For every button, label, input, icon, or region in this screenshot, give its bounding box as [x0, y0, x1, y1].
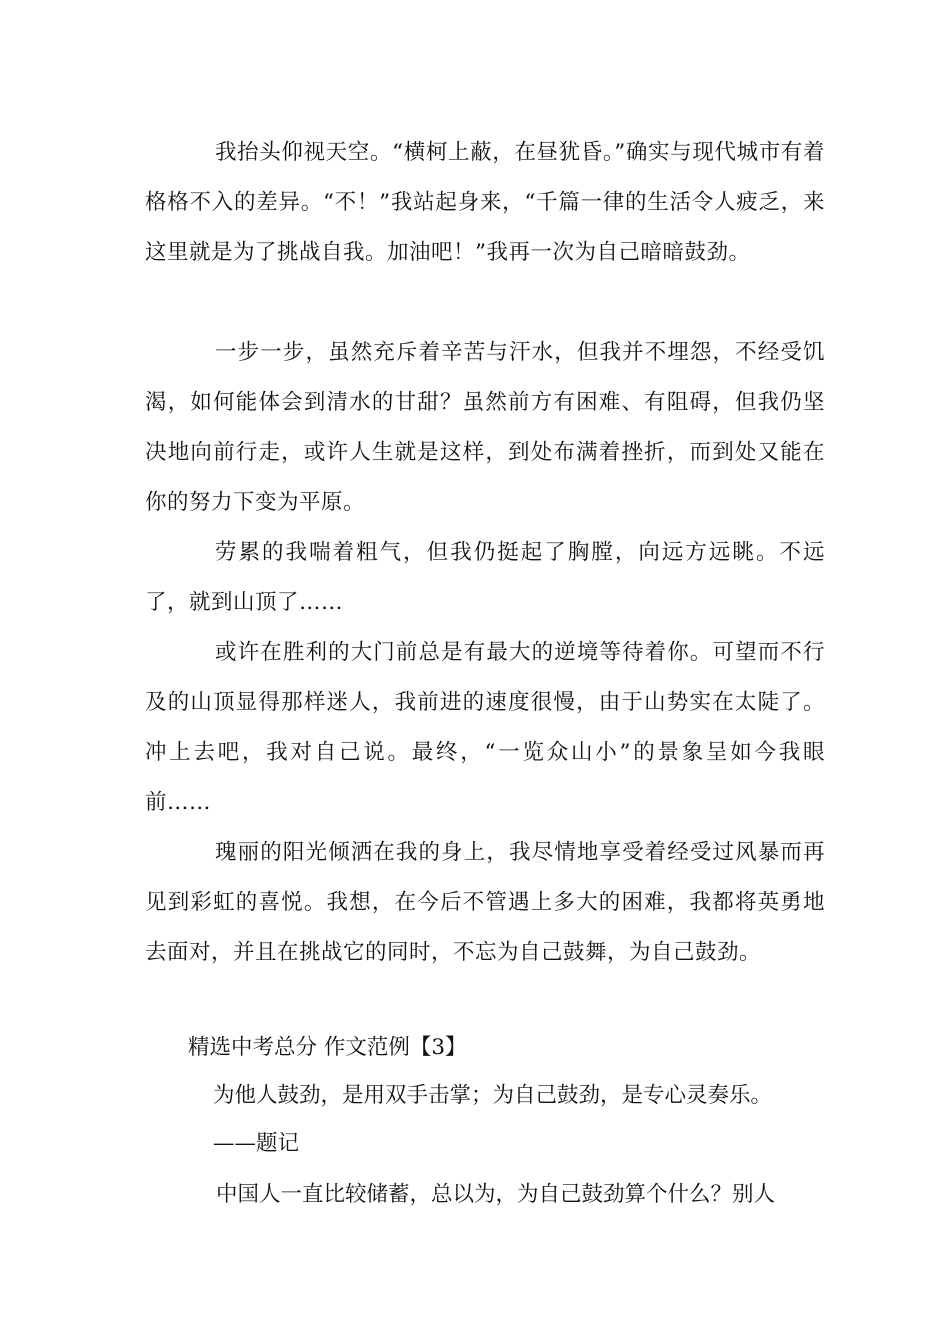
paragraph-6: 中国人一直比较储蓄，总以为，为自己鼓劲算个什么？别人	[216, 1182, 776, 1207]
paragraph-1: 我抬头仰视天空。“横柯上蔽，在昼犹昏。”确实与现代城市有着格格不入的差异。“不！”我站起身来，“千篇一律的生活令人疲乏，来这里就是为了挑战自我。加油吧！”我再一次为自己暗暗鼓劲。	[145, 140, 825, 265]
paragraph-3: 劳累的我喘着粗气，但我仍挺起了胸膛，向远方远眺。不远了，就到山顶了……	[145, 540, 825, 615]
epigraph-attribution: ——题记	[213, 1131, 300, 1156]
paragraph-4: 或许在胜利的大门前总是有最大的逆境等待着你。可望而不行及的山顶显得那样迷人，我前进的速度很慢，由于山势实在太陡了。冲上去吧，我对自己说。最终，“一览众山小”的景象呈如今我眼前……	[145, 640, 825, 815]
paragraph-2: 一步一步，虽然充斥着辛苦与汗水，但我并不埋怨，不经受饥渴，如何能体会到清水的甘甜？虽然前方有困难、有阻碍，但我仍坚决地向前行走，或许人生就是这样，到处布满着挫折，而到处又能在你的努力下变为平原。	[145, 340, 825, 515]
section-heading: 精选中考总分 作文范例【3】	[188, 1035, 467, 1060]
paragraph-5: 瑰丽的阳光倾洒在我的身上，我尽情地享受着经受过风暴而再见到彩虹的喜悦。我想，在今后不管遇上多大的困难，我都将英勇地去面对，并且在挑战它的同时，不忘为自己鼓舞，为自己鼓劲。	[145, 840, 825, 965]
epigraph: 为他人鼓劲，是用双手击掌；为自己鼓劲，是专心灵奏乐。	[213, 1083, 773, 1108]
